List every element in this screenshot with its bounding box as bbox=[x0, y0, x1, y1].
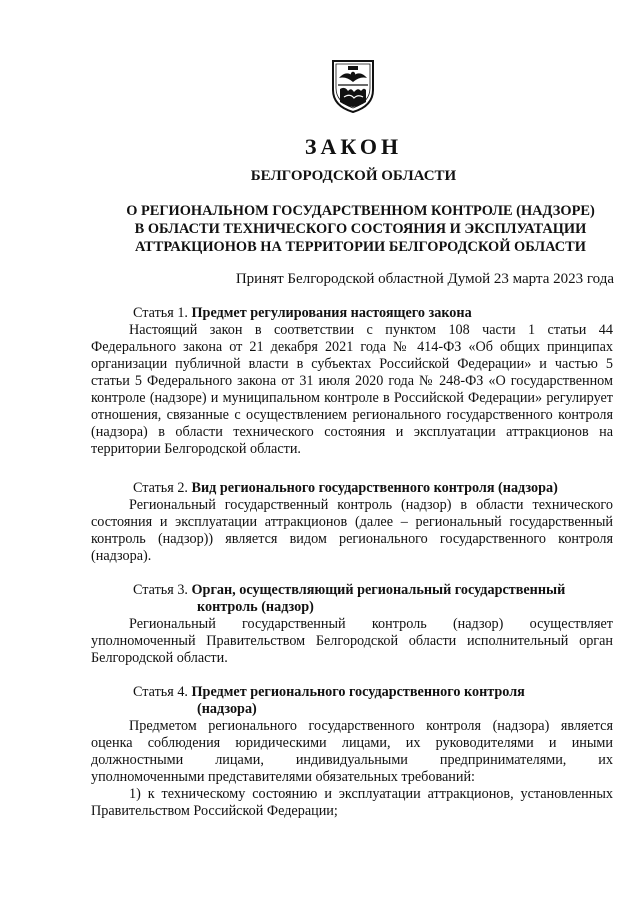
law-subject bbox=[108, 202, 613, 256]
article-title-continued: контроль (надзор) bbox=[197, 599, 314, 615]
article-title-continued: (надзора) bbox=[197, 701, 257, 717]
law-region: БЕЛГОРОДСКОЙ ОБЛАСТИ bbox=[250, 168, 457, 184]
subject-line: В ОБЛАСТИ ТЕХНИЧЕСКОГО СОСТОЯНИЯ И ЭКСПЛУАТАЦИИ bbox=[134, 221, 587, 237]
article-heading bbox=[133, 305, 472, 322]
article-text: Региональный государственный контроль (надзор) в области технического состояния и эксплуатации аттракционов (далее – региональный государственный контроль (надзор)) является видом регионального государственного контроля (надзора). bbox=[91, 497, 613, 564]
article-number: Статья 4. bbox=[133, 684, 188, 700]
article-title: Вид регионального государственного контроля (надзора) bbox=[191, 480, 558, 496]
article-text: Настоящий закон в соответствии с пунктом 108 части 1 статьи 44 Федерального закона от 21 декабря 2021 года № 414-ФЗ «Об общих принципах организации публичной власти в субъектах Российской Федерации» и частью 5 статьи 5 Федерального закона от 31 июля 2020 года № 248-ФЗ «О государственном контроле (надзоре) и муниципальном контроле в Российской Федерации» регулирует отношения, связанные с осуществлением регионального государственного контроля (надзора) в области технического состояния и эксплуатации аттракционов на территории Белгородской области. bbox=[91, 322, 613, 457]
article-heading bbox=[133, 684, 525, 718]
article-number: Статья 3. bbox=[133, 582, 188, 598]
article-title: Орган, осуществляющий региональный государственный bbox=[191, 582, 566, 598]
subject-line: О РЕГИОНАЛЬНОМ ГОСУДАРСТВЕННОМ КОНТРОЛЕ (НАДЗОРЕ) bbox=[126, 203, 595, 219]
article-text: Предметом регионального государственного контроля (надзора) является оценка соблюдения юридическими лицами, их руководителями и иными должностными лицами, индивидуальными предпринимателями, их уполномоченными представителями обязательных требований: bbox=[91, 718, 613, 785]
coat-of-arms-icon bbox=[330, 58, 376, 114]
article-heading bbox=[133, 582, 565, 616]
article-number: Статья 2. bbox=[133, 480, 188, 496]
adoption-date: Принят Белгородской областной Думой 23 марта 2023 года bbox=[235, 271, 614, 287]
article-text: Региональный государственный контроль (надзор) осуществляет уполномоченный Правительством Белгородской области исполнительный орган Белгородской области. bbox=[91, 616, 613, 666]
list-item: 1) к техническому состоянию и эксплуатации аттракционов, установленных Правительством Российской Федерации; bbox=[91, 786, 613, 819]
article-number: Статья 1. bbox=[133, 305, 188, 321]
article-title: Предмет регионального государственного контроля bbox=[191, 684, 525, 700]
article-title: Предмет регулирования настоящего закона bbox=[191, 305, 472, 321]
article-heading bbox=[133, 480, 558, 497]
subject-line: АТТРАКЦИОНОВ НА ТЕРРИТОРИИ БЕЛГОРОДСКОЙ ОБЛАСТИ bbox=[135, 239, 586, 255]
law-title: ЗАКОН bbox=[304, 134, 403, 159]
